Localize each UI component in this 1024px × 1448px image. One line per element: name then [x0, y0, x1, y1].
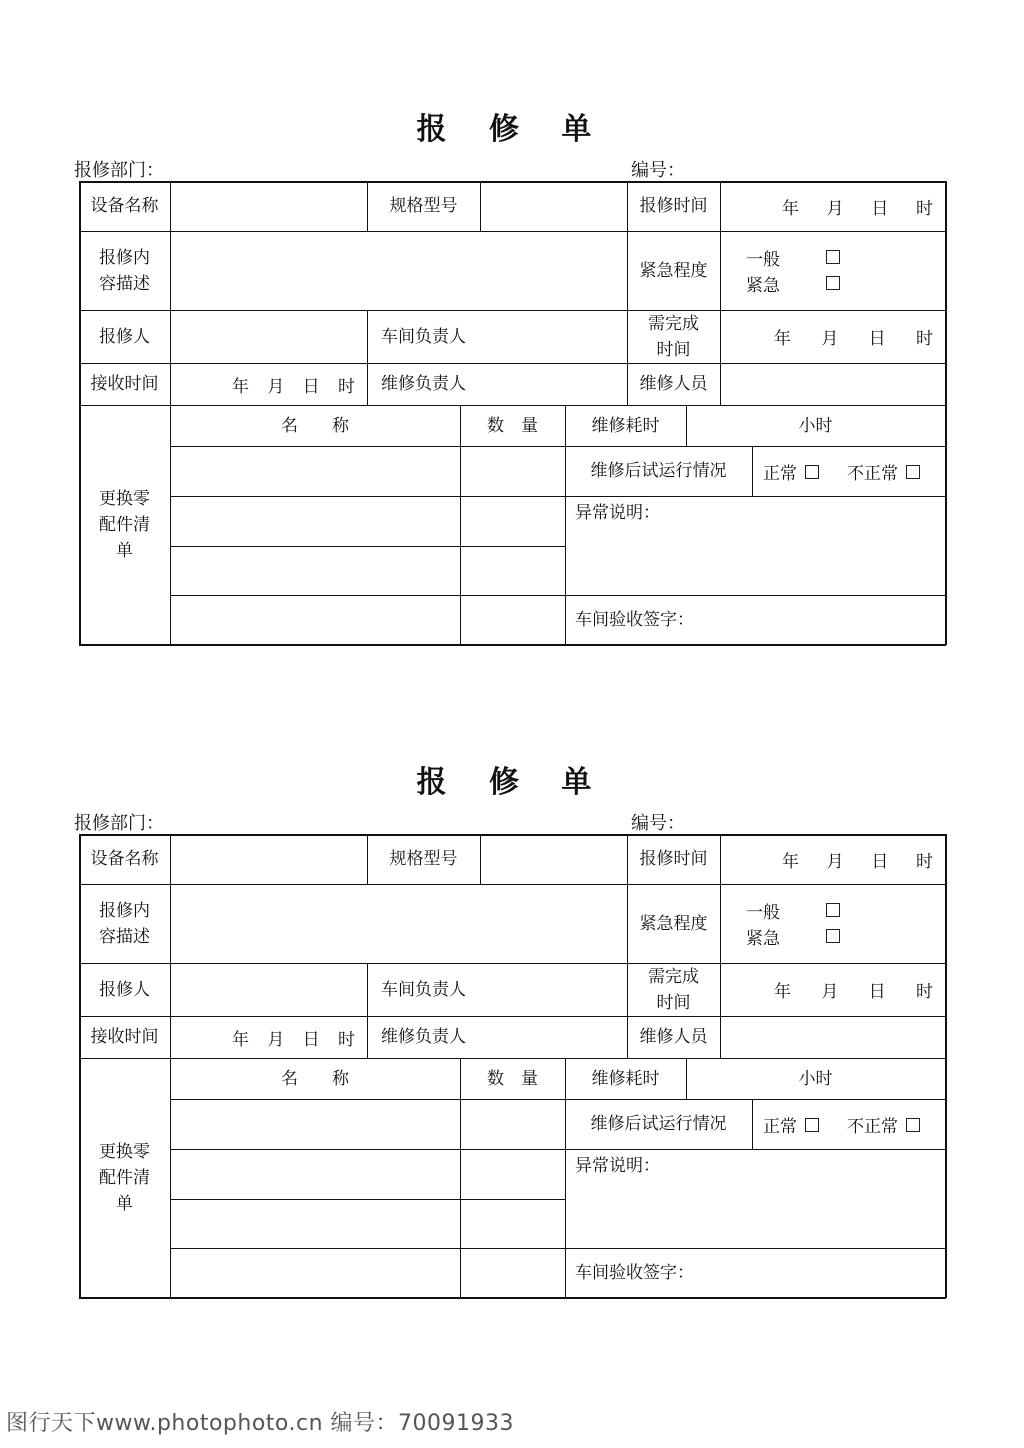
part-name-field[interactable] [172, 597, 459, 643]
trial-run-options [763, 1112, 920, 1137]
label-spec-model: 规格型号 [389, 196, 458, 216]
label-spec-model: 规格型号 [389, 849, 458, 869]
device-name-field[interactable] [172, 836, 366, 883]
table-rule [170, 1099, 946, 1100]
part-quantity-field[interactable] [462, 1250, 564, 1296]
day-unit: 日 [302, 1029, 320, 1050]
spec-model-field[interactable] [482, 836, 626, 883]
receive-time-field[interactable] [170, 363, 367, 405]
hour-unit: 时 [915, 329, 933, 349]
table-rule [170, 446, 946, 447]
label-repair-head: 维修负责人 [381, 1027, 466, 1047]
label-workshop-sign: 车间验收签字： [575, 609, 694, 630]
checkbox-icon[interactable] [826, 276, 840, 290]
table-rule [170, 1199, 566, 1200]
part-name-field[interactable] [172, 1151, 459, 1198]
label-repair-staff: 维修人员 [639, 1027, 708, 1047]
label-urgency: 紧急程度 [639, 913, 708, 934]
table-rule [945, 834, 947, 1298]
due-time-field[interactable] [720, 310, 945, 363]
spec-model-field[interactable] [482, 183, 626, 230]
label-hours: 小时 [798, 415, 833, 436]
label-workshop-head: 车间负责人 [381, 326, 466, 347]
day-unit: 日 [868, 329, 886, 349]
table-rule [170, 496, 566, 497]
label-abnormal-note: 异常说明： [575, 1156, 660, 1176]
table-rule [170, 1149, 566, 1150]
label-abnormal-note: 异常说明： [575, 503, 660, 523]
checkbox-icon[interactable] [805, 1118, 819, 1132]
watermark: 图行天下www.photophoto.cn 编号：70091933 [6, 1411, 514, 1436]
month-unit: 月 [826, 198, 844, 219]
label-content-desc: 报修内容描述 [99, 247, 150, 294]
year-unit: 年 [232, 376, 249, 397]
month-unit: 月 [267, 1029, 285, 1050]
content-desc-field[interactable] [172, 886, 626, 962]
label-parts-list: 更换零配件清单 [99, 488, 150, 561]
number-label: 编号： [631, 813, 685, 834]
label-due-time: 需完成时间 [648, 966, 699, 1013]
label-due-time: 需完成时间 [648, 313, 699, 360]
table-rule [752, 1099, 753, 1150]
checkbox-icon[interactable] [826, 903, 840, 917]
urgency-option-urgent[interactable]: 紧急 [746, 923, 840, 949]
trial-normal-option[interactable]: 正常 [763, 1112, 819, 1137]
year-unit: 年 [774, 982, 791, 1002]
year-unit: 年 [774, 329, 791, 349]
urgency-option-normal[interactable]: 一般 [746, 244, 840, 270]
hour-unit: 时 [915, 982, 933, 1002]
hour-unit: 时 [915, 851, 933, 872]
repair-head-field[interactable] [482, 1018, 626, 1057]
hour-unit: 时 [915, 198, 933, 219]
label-report-time: 报修时间 [639, 196, 708, 216]
urgency-option-urgent[interactable]: 紧急 [746, 270, 840, 296]
year-unit: 年 [232, 1029, 249, 1050]
month-unit: 月 [821, 329, 839, 349]
table-rule [170, 546, 566, 547]
part-name-field[interactable] [172, 1101, 459, 1148]
day-unit: 日 [871, 198, 889, 219]
part-quantity-field[interactable] [462, 498, 564, 545]
content-desc-field[interactable] [172, 233, 626, 309]
label-receive-time: 接收时间 [90, 1027, 159, 1047]
month-unit: 月 [826, 851, 844, 872]
urgency-option-normal[interactable]: 一般 [746, 897, 840, 923]
part-quantity-field[interactable] [462, 597, 564, 643]
department-label: 报修部门： [74, 160, 164, 181]
part-quantity-field[interactable] [462, 1151, 564, 1198]
checkbox-icon[interactable] [906, 1118, 920, 1132]
label-report-time: 报修时间 [639, 849, 708, 869]
label-repair-duration: 维修耗时 [591, 415, 660, 436]
report-time-field[interactable] [720, 834, 945, 884]
label-receive-time: 接收时间 [90, 374, 159, 394]
part-quantity-field[interactable] [462, 548, 564, 594]
year-unit: 年 [782, 851, 799, 872]
hour-unit: 时 [337, 1029, 355, 1050]
table-rule [79, 644, 946, 646]
day-unit: 日 [871, 851, 889, 872]
part-name-field[interactable] [172, 1250, 459, 1296]
part-name-field[interactable] [172, 548, 459, 594]
label-repair-duration: 维修耗时 [591, 1068, 660, 1089]
month-unit: 月 [267, 376, 285, 397]
reporter-field[interactable] [172, 312, 366, 362]
label-trial-run: 维修后试运行情况 [590, 461, 727, 481]
trial-abnormal-option[interactable]: 不正常 [847, 1112, 920, 1137]
column-header-quantity: 数 量 [487, 1068, 538, 1089]
month-unit: 月 [821, 982, 839, 1002]
repair-staff-field[interactable] [722, 365, 944, 404]
repair-staff-field[interactable] [722, 1018, 944, 1057]
label-urgency: 紧急程度 [639, 260, 708, 281]
checkbox-icon[interactable] [826, 929, 840, 943]
label-parts-list: 更换零配件清单 [99, 1141, 150, 1214]
table-rule [752, 446, 753, 497]
table-rule [480, 834, 481, 885]
table-rule [79, 884, 946, 885]
table-rule [945, 181, 947, 645]
reporter-field[interactable] [172, 965, 366, 1015]
workshop-head-field[interactable] [482, 312, 626, 362]
repair-head-field[interactable] [482, 365, 626, 404]
number-label: 编号： [631, 160, 685, 181]
part-quantity-field[interactable] [462, 448, 564, 495]
label-device-name: 设备名称 [90, 196, 159, 216]
urgency-options [746, 897, 840, 949]
due-time-field[interactable] [720, 963, 945, 1016]
column-header-name: 名 称 [281, 1068, 349, 1089]
part-quantity-field[interactable] [462, 1101, 564, 1148]
repair-form-1 [0, 0, 1024, 700]
label-repair-head: 维修负责人 [381, 374, 466, 394]
label-device-name: 设备名称 [90, 849, 159, 869]
column-header-quantity: 数 量 [487, 415, 538, 436]
device-name-field[interactable] [172, 183, 366, 230]
repair-form-2 [0, 653, 1024, 1353]
checkbox-icon[interactable] [906, 465, 920, 479]
label-workshop-sign: 车间验收签字： [575, 1262, 694, 1283]
year-unit: 年 [782, 198, 799, 219]
form-title: 报 修 单 [416, 765, 608, 800]
label-reporter: 报修人 [99, 979, 150, 1000]
form-title: 报 修 单 [416, 112, 608, 147]
trial-normal-option[interactable]: 正常 [763, 459, 819, 484]
table-rule [480, 181, 481, 232]
part-name-field[interactable] [172, 498, 459, 545]
label-content-desc: 报修内容描述 [99, 900, 150, 947]
day-unit: 日 [868, 982, 886, 1002]
part-name-field[interactable] [172, 448, 459, 495]
urgency-options [746, 244, 840, 296]
trial-abnormal-option[interactable]: 不正常 [847, 459, 920, 484]
workshop-head-field[interactable] [482, 965, 626, 1015]
table-rule [79, 1297, 946, 1299]
table-rule [79, 231, 946, 232]
hour-unit: 时 [337, 376, 355, 397]
label-trial-run: 维修后试运行情况 [590, 1114, 727, 1134]
column-header-name: 名 称 [281, 415, 349, 436]
part-quantity-field[interactable] [462, 1201, 564, 1247]
checkbox-icon[interactable] [826, 250, 840, 264]
label-hours: 小时 [798, 1068, 833, 1089]
checkbox-icon[interactable] [805, 465, 819, 479]
trial-run-options [763, 459, 920, 484]
report-time-field[interactable] [720, 181, 945, 231]
label-workshop-head: 车间负责人 [381, 979, 466, 1000]
day-unit: 日 [302, 376, 320, 397]
receive-time-field[interactable] [170, 1016, 367, 1058]
department-label: 报修部门： [74, 813, 164, 834]
label-repair-staff: 维修人员 [639, 374, 708, 394]
label-reporter: 报修人 [99, 326, 150, 347]
part-name-field[interactable] [172, 1201, 459, 1247]
